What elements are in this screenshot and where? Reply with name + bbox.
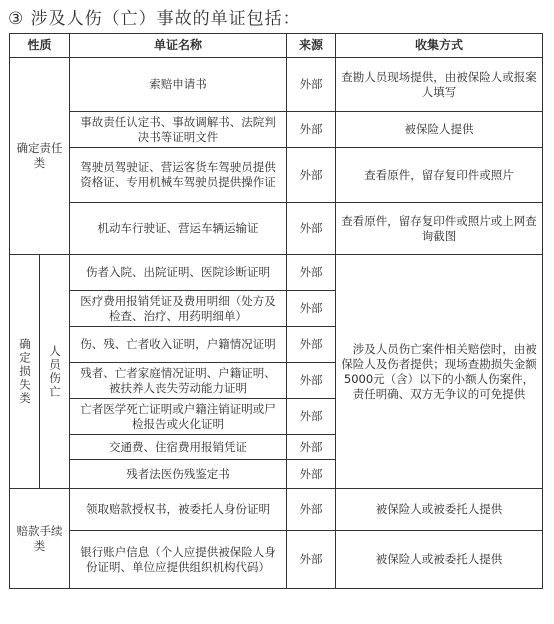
source-cell: 外部 — [287, 203, 336, 255]
source-cell: 外部 — [287, 291, 336, 327]
source-cell: 外部 — [287, 460, 336, 489]
method-cell-loss: 涉及人员伤亡案件相关赔偿时，由被保险人及伤者提供；现场查勘损失金额5000元（含）以下的小额人伤案件，责任明确、双方无争议的可免提供 — [336, 255, 543, 489]
category-liability: 确定责任类 — [10, 58, 70, 255]
header-doc-name: 单证名称 — [70, 34, 287, 58]
doc-name-cell: 机动车行驶证、营运车辆运输证 — [70, 203, 287, 255]
method-cell: 被保险人提供 — [336, 112, 543, 148]
doc-name-cell: 交通费、住宿费用报销凭证 — [70, 435, 287, 460]
source-cell: 外部 — [287, 255, 336, 291]
document-table — [9, 33, 543, 589]
doc-name-cell: 伤、残、亡者收入证明，户籍情况证明 — [70, 327, 287, 363]
table-header-row — [10, 34, 543, 58]
doc-name-cell: 事故责任认定书、事故调解书、法院判决书等证明文件 — [70, 112, 287, 148]
table-row — [10, 531, 543, 589]
subcategory-casualty: 人员伤亡 — [40, 255, 70, 489]
source-cell: 外部 — [287, 489, 336, 531]
doc-name-cell: 索赔申请书 — [70, 58, 287, 112]
header-source: 来源 — [287, 34, 336, 58]
method-cell: 查看原件，留存复印件或照片或上网查询截图 — [336, 203, 543, 255]
doc-name-cell: 医疗费用报销凭证及费用明细（处方及检查、治疗、用药明细单） — [70, 291, 287, 327]
source-cell: 外部 — [287, 58, 336, 112]
method-cell: 被保险人或被委托人提供 — [336, 489, 543, 531]
table-row — [10, 148, 543, 203]
source-cell: 外部 — [287, 399, 336, 435]
doc-name-cell: 驾驶员驾驶证、营运客货车驾驶员提供资格证、专用机械车驾驶员提供操作证 — [70, 148, 287, 203]
doc-name-cell: 领取赔款授权书，被委托人身份证明 — [70, 489, 287, 531]
category-claim: 赔款手续类 — [10, 489, 70, 589]
table-row — [10, 489, 543, 531]
method-cell: 查勘人员现场提供，由被保险人或报案人填写 — [336, 58, 543, 112]
source-cell: 外部 — [287, 327, 336, 363]
source-cell: 外部 — [287, 435, 336, 460]
method-cell: 查看原件，留存复印件或照片 — [336, 148, 543, 203]
table-row — [10, 112, 543, 148]
table-row — [10, 58, 543, 112]
header-method: 收集方式 — [336, 34, 543, 58]
source-cell: 外部 — [287, 148, 336, 203]
doc-name-cell: 伤者入院、出院证明、医院诊断证明 — [70, 255, 287, 291]
doc-name-cell: 残者、亡者家庭情况证明、户籍证明、被扶养人丧失劳动能力证明 — [70, 363, 287, 399]
doc-name-cell: 亡者医学死亡证明或户籍注销证明或尸检报告或火化证明 — [70, 399, 287, 435]
source-cell: 外部 — [287, 363, 336, 399]
source-cell: 外部 — [287, 531, 336, 589]
table-row — [10, 255, 543, 291]
source-cell: 外部 — [287, 112, 336, 148]
header-nature: 性质 — [10, 34, 70, 58]
category-loss: 确定损失类 — [10, 255, 40, 489]
table-row — [10, 203, 543, 255]
method-cell: 被保险人或被委托人提供 — [336, 531, 543, 589]
doc-name-cell: 残者法医伤残鉴定书 — [70, 460, 287, 489]
section-title: ③ 涉及人伤（亡）事故的单证包括： — [8, 9, 301, 29]
doc-name-cell: 银行账户信息（个人应提供被保险人身份证明、单位应提供组织机构代码） — [70, 531, 287, 589]
